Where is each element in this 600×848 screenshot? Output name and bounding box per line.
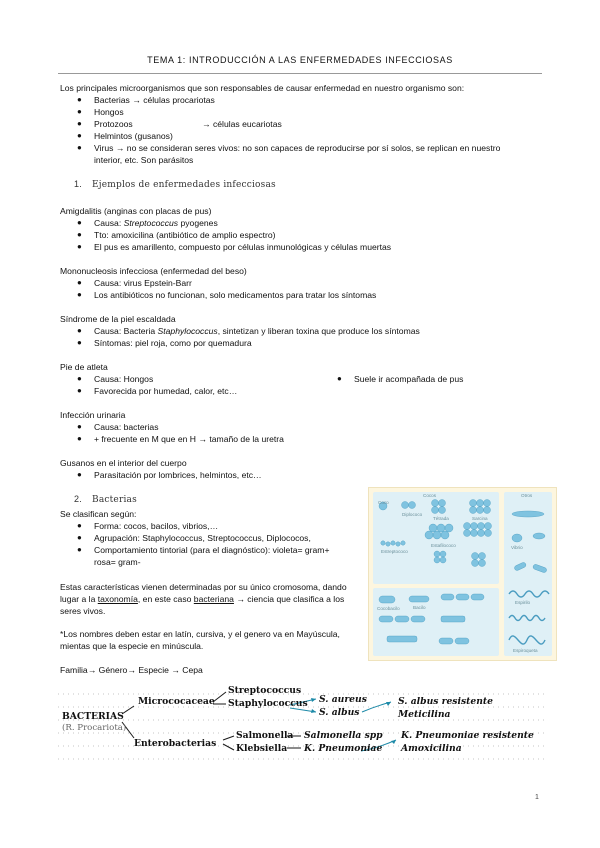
bullet: ● bbox=[77, 533, 82, 542]
section-number: 2. bbox=[74, 494, 82, 504]
text: Parasitación por lombrices, helmintos, etc… bbox=[94, 470, 262, 480]
bullet: ● bbox=[77, 422, 82, 431]
bullet: ● bbox=[77, 230, 82, 239]
text: → ciencia que clasifica a los bbox=[233, 594, 345, 604]
figure-label: Coco bbox=[378, 500, 389, 505]
text: Agrupación: Staphylococcus, Streptococcus, Diplococos, bbox=[94, 533, 311, 543]
text: pyogenes bbox=[178, 218, 218, 228]
diagram-salmonella: Salmonella bbox=[236, 730, 294, 741]
diagram-s-albus-resistente: S. albus resistente bbox=[398, 696, 494, 707]
list-item bbox=[77, 433, 284, 445]
section-number: 1. bbox=[74, 179, 82, 189]
page-number: 1 bbox=[535, 794, 539, 801]
disease-title-sindrome: Síndrome de la piel escaldada bbox=[60, 314, 176, 324]
text: El pus es amarillento, compuesto por células inmunológicas y células muertas bbox=[94, 242, 392, 252]
caracteristicas-line-3: seres vivos. bbox=[60, 606, 106, 616]
text: Causa: Hongos bbox=[94, 374, 154, 384]
bullet: ● bbox=[77, 338, 82, 347]
figure-label: Cocobacilo bbox=[377, 606, 400, 611]
jerarquia-text: Familia→ Género→ Especie → Cepa bbox=[60, 665, 203, 675]
list-item bbox=[77, 289, 377, 301]
bullet: ● bbox=[77, 374, 82, 383]
list-item bbox=[77, 325, 420, 337]
text: Los antibióticos no funcionan, solo medicamentos para tratar los síntomas bbox=[94, 290, 377, 300]
list-item bbox=[77, 544, 330, 556]
diagram-micrococaceae: Micrococaceae bbox=[138, 696, 215, 707]
figure-label: Bacilo bbox=[413, 605, 426, 610]
list-item-bacterias bbox=[77, 94, 215, 106]
nombres-note-1: *Los nombres deben estar en latín, cursiva, y el genero va en Mayúscula, bbox=[60, 629, 340, 639]
bullet: ● bbox=[77, 218, 82, 227]
list-item-virus bbox=[77, 142, 501, 154]
list-item-virus-cont: interior, etc. Son parásitos bbox=[94, 155, 194, 165]
text: Comportamiento tintorial (para el diagnóstico): violeta= gram+ bbox=[94, 545, 330, 555]
intro-text: Los principales microorganismos que son responsables de causar enfermedad en nuestro organismo son: bbox=[60, 83, 465, 93]
figure-label: Espiroqueta bbox=[513, 648, 538, 653]
figure-label: Sarcina bbox=[472, 516, 488, 521]
text: Causa: virus Epstein-Barr bbox=[94, 278, 192, 288]
bullet: ● bbox=[77, 143, 82, 152]
page-title: TEMA 1: INTRODUCCIÓN A LAS ENFERMEDADES INFECCIOSAS bbox=[147, 55, 453, 65]
panel-label: Otros bbox=[521, 493, 533, 498]
list-item bbox=[77, 241, 392, 253]
bullet: ● bbox=[77, 521, 82, 530]
text: Causa: Bacteria bbox=[94, 326, 158, 336]
bullet: ● bbox=[77, 242, 82, 251]
text: Suele ir acompañada de pus bbox=[354, 374, 464, 384]
text: Causa: bacterias bbox=[94, 422, 159, 432]
list-item-cont: rosa= gram- bbox=[94, 557, 141, 567]
figure-label: Espirilo bbox=[515, 600, 531, 605]
diagram-procariotas: (R. Procariota) bbox=[62, 723, 127, 733]
title-divider bbox=[58, 73, 542, 74]
list-item-text: Hongos bbox=[94, 107, 124, 117]
list-item-text: Helmintos (gusanos) bbox=[94, 131, 173, 141]
figure-label: Diplococo bbox=[402, 512, 423, 517]
diagram-amoxicilina: Amoxicilina bbox=[401, 743, 462, 754]
figure-label: Vibrio bbox=[511, 545, 523, 550]
nombres-note-2: mientas que la especie en minúscula. bbox=[60, 641, 204, 651]
text: Forma: cocos, bacilos, vibrios,… bbox=[94, 521, 219, 531]
bullet: ● bbox=[337, 374, 342, 383]
disease-title-mononucleosis: Mononucleosis infecciosa (enfermedad del beso) bbox=[60, 266, 247, 276]
diagram-staphylococcus: Staphylococcus bbox=[228, 698, 308, 709]
list-item bbox=[77, 469, 262, 481]
text: Tto: amoxicilina (antibiótico de amplio espectro) bbox=[94, 230, 276, 240]
diagram-streptococcus: Streptococcus bbox=[228, 685, 302, 696]
list-item bbox=[337, 373, 464, 385]
list-item-helmintos bbox=[77, 130, 173, 142]
genus-name: Streptococcus bbox=[123, 218, 179, 228]
list-item bbox=[77, 532, 311, 544]
diagram-k-pneumoniae-resistente: K. Pneumoniae resistente bbox=[401, 730, 534, 741]
bullet: ● bbox=[77, 290, 82, 299]
text: + frecuente en M que en H → tamaño de la uretra bbox=[94, 434, 284, 444]
text: lugar a la bbox=[60, 594, 98, 604]
caracteristicas-line-2 bbox=[60, 593, 344, 605]
bullet: ● bbox=[77, 434, 82, 443]
clasifican-text: Se clasifican según: bbox=[60, 509, 137, 519]
section-title: Ejemplos de enfermedades infecciosas bbox=[92, 180, 276, 190]
text: Favorecida por humedad, calor, etc… bbox=[94, 386, 238, 396]
list-item bbox=[77, 277, 192, 289]
bullet: ● bbox=[77, 470, 82, 479]
eucariotas-note: → células eucariotas bbox=[202, 119, 282, 129]
bullet: ● bbox=[77, 386, 82, 395]
bullet: ● bbox=[77, 545, 82, 554]
figure-label: Tétrada bbox=[433, 516, 449, 521]
section-2-heading bbox=[74, 494, 137, 505]
taxonomy-diagram bbox=[58, 678, 548, 783]
diagram-salmonella-spp: Salmonella spp bbox=[304, 730, 383, 741]
bullet: ● bbox=[77, 119, 82, 128]
text: , sintetizan y liberan toxina que produce los síntomas bbox=[217, 326, 420, 336]
list-item bbox=[77, 217, 218, 229]
bullet: ● bbox=[77, 326, 82, 335]
bullet: ● bbox=[77, 95, 82, 104]
list-item-text: Virus → no se consideran seres vivos: no son capaces de reproducirse por sí solos, se replican en nuestro bbox=[94, 143, 501, 153]
genus-name: Staphylococcus bbox=[157, 326, 218, 336]
disease-title-gusanos: Gusanos en el interior del cuerpo bbox=[60, 458, 187, 468]
text: Causa: bbox=[94, 218, 124, 228]
figure-label: Estafilococo bbox=[431, 543, 456, 548]
disease-title-pie: Pie de atleta bbox=[60, 362, 108, 372]
text: Síntomas: piel roja, como por quemadura bbox=[94, 338, 252, 348]
disease-title-infeccion: Infección urinaria bbox=[60, 410, 126, 420]
diagram-k-pneumoniae: K. Pneumoniae bbox=[304, 743, 383, 754]
list-item bbox=[77, 373, 154, 385]
list-item-text: Bacterias → células procariotas bbox=[94, 95, 215, 105]
diagram-meticilina: Meticilina bbox=[398, 709, 451, 720]
list-item-protozoos bbox=[77, 118, 133, 130]
diagram-s-albus: S. albus bbox=[319, 707, 360, 718]
diagram-bacterias: BACTERIAS bbox=[62, 711, 124, 722]
caracteristicas-line-1: Estas características vienen determinadas por su único cromosoma, dando bbox=[60, 582, 347, 592]
diagram-klebsiella: Klebsiella bbox=[236, 743, 288, 754]
text: , en este caso bbox=[137, 594, 194, 604]
bacteriana-term: bacteriana bbox=[193, 594, 234, 604]
list-item-text: Protozoos bbox=[94, 119, 133, 129]
figure-label: Estreptococo bbox=[381, 549, 408, 554]
list-item-hongos bbox=[77, 106, 124, 118]
list-item bbox=[77, 229, 276, 241]
list-item bbox=[77, 385, 238, 397]
diagram-enterobacterias: Enterobacterias bbox=[134, 738, 217, 749]
disease-title-amigdalitis: Amigdalitis (anginas con placas de pus) bbox=[60, 206, 212, 216]
list-item bbox=[77, 520, 219, 532]
list-item bbox=[77, 421, 159, 433]
bacteria-morphology-figure bbox=[368, 487, 557, 661]
bullet: ● bbox=[77, 131, 82, 140]
section-1-heading bbox=[74, 179, 276, 190]
diplococo-shape bbox=[402, 502, 409, 509]
taxonomia-term: taxonomía bbox=[97, 594, 138, 604]
diagram-s-aureus: S. aureus bbox=[319, 694, 367, 705]
section-title: Bacterias bbox=[92, 495, 137, 505]
list-item bbox=[77, 337, 252, 349]
panel-label: Cocos bbox=[423, 493, 437, 498]
bacteria-shapes bbox=[369, 488, 556, 660]
bullet: ● bbox=[77, 107, 82, 116]
bullet: ● bbox=[77, 278, 82, 287]
